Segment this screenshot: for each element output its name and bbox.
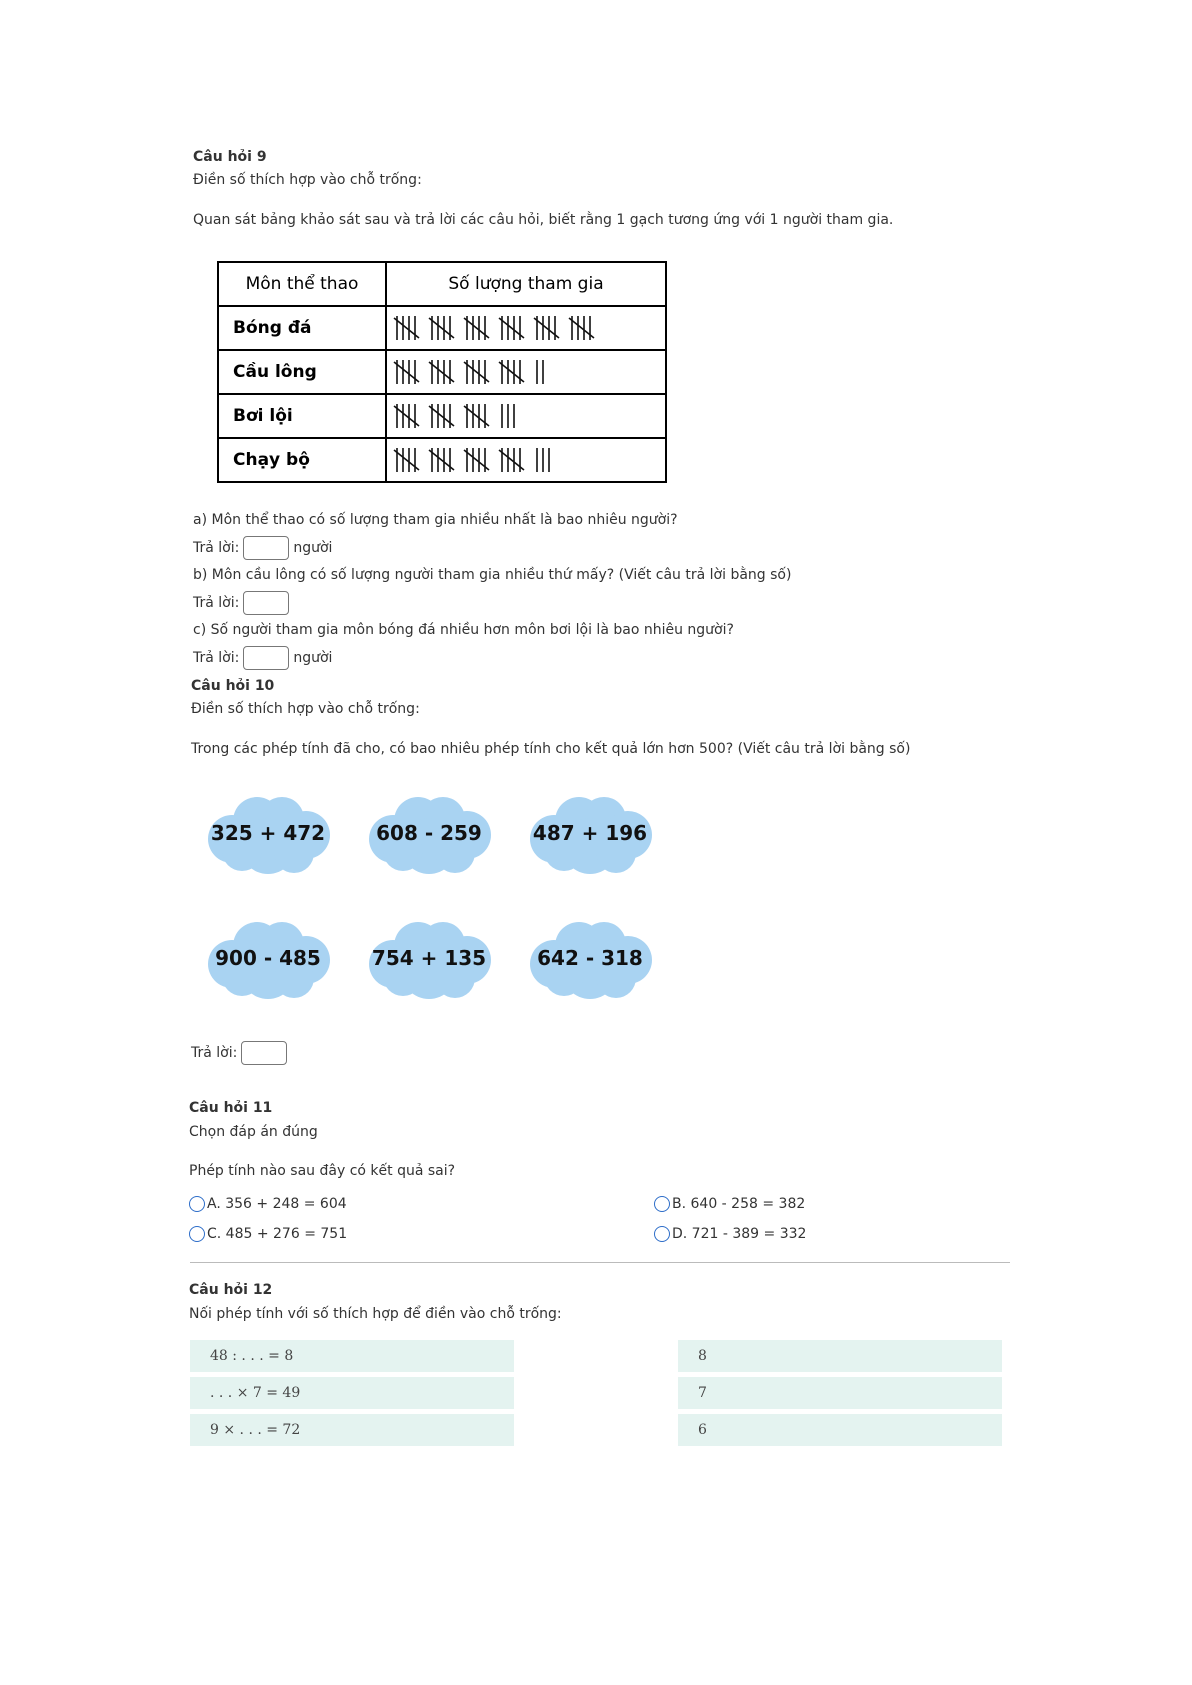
q10-title: Câu hỏi 10: [191, 678, 275, 694]
q10-answer-row: [191, 1041, 291, 1065]
row-sport: Chạy bộ: [218, 438, 386, 482]
tally-cell: [386, 394, 666, 438]
q9-question-b: b) Môn cầu lông có số lượng người tham gia nhiều thứ mấy? (Viết câu trả lời bằng số): [193, 567, 792, 583]
option-d[interactable]: [654, 1226, 806, 1242]
cloud-text: 487 + 196: [532, 821, 648, 845]
q9-question-a: a) Môn thể thao có số lượng tham gia nhiều nhất là bao nhiêu người?: [193, 512, 678, 528]
answer-label: Trả lời:: [193, 650, 240, 666]
cloud-text: 642 - 318: [537, 946, 643, 970]
match-left-item[interactable]: 48 : . . . = 8: [190, 1340, 514, 1372]
cloud-expression: [524, 791, 656, 877]
tally-cell: [386, 350, 666, 394]
q10-answer-input[interactable]: [241, 1041, 287, 1065]
answer-c-input[interactable]: [243, 646, 289, 670]
answer-b-input[interactable]: [243, 591, 289, 615]
cloud-text: 754 + 135: [371, 946, 487, 970]
cloud-expression: [202, 791, 334, 877]
match-right-item[interactable]: 6: [678, 1414, 1002, 1446]
match-right-item[interactable]: 7: [678, 1377, 1002, 1409]
radio-icon[interactable]: [189, 1226, 205, 1242]
radio-icon[interactable]: [654, 1196, 670, 1212]
q9-answer-b-row: [193, 591, 293, 615]
row-sport: Bóng đá: [218, 306, 386, 350]
unit-label: người: [293, 540, 333, 556]
tally-cell: [386, 306, 666, 350]
q9-prompt: Quan sát bảng khảo sát sau và trả lời các câu hỏi, biết rằng 1 gạch tương ứng với 1 người tham gia.: [193, 212, 894, 228]
cloud-text: 900 - 485: [215, 946, 321, 970]
cloud-text: 608 - 259: [376, 821, 482, 845]
answer-label: Trả lời:: [191, 1045, 238, 1061]
tally-marks: [393, 309, 663, 347]
option-label: A. 356 + 248 = 604: [207, 1196, 347, 1212]
q9-answer-a-row: [193, 536, 332, 560]
option-a[interactable]: [189, 1196, 347, 1212]
q9-question-c: c) Số người tham gia môn bóng đá nhiều hơn môn bơi lội là bao nhiêu người?: [193, 622, 734, 638]
header-sport: Môn thể thao: [218, 262, 386, 306]
unit-label: người: [293, 650, 333, 666]
q11-title: Câu hỏi 11: [189, 1100, 273, 1116]
q10-prompt: Trong các phép tính đã cho, có bao nhiêu phép tính cho kết quả lớn hơn 500? (Viết câu trả lời bằng số): [191, 741, 911, 757]
option-label: C. 485 + 276 = 751: [207, 1226, 348, 1242]
q9-title: Câu hỏi 9: [193, 149, 267, 165]
q12-title: Câu hỏi 12: [189, 1282, 273, 1298]
tally-cell: [386, 438, 666, 482]
tally-marks: [393, 397, 663, 435]
match-left-item[interactable]: . . . × 7 = 49: [190, 1377, 514, 1409]
cloud-expression: [363, 916, 495, 1002]
cloud-expression: [363, 791, 495, 877]
row-sport: Bơi lội: [218, 394, 386, 438]
option-label: B. 640 - 258 = 382: [672, 1196, 806, 1212]
tally-marks: [393, 353, 663, 391]
option-c[interactable]: [189, 1226, 347, 1242]
radio-icon[interactable]: [654, 1226, 670, 1242]
header-count: Số lượng tham gia: [386, 262, 666, 306]
q9-instruction: Điền số thích hợp vào chỗ trống:: [193, 172, 422, 188]
q9-answer-c-row: [193, 646, 332, 670]
survey-table: [217, 261, 667, 483]
answer-a-input[interactable]: [243, 536, 289, 560]
q10-instruction: Điền số thích hợp vào chỗ trống:: [191, 701, 420, 717]
option-label: D. 721 - 389 = 332: [672, 1226, 807, 1242]
q11-prompt: Phép tính nào sau đây có kết quả sai?: [189, 1163, 456, 1179]
row-sport: Cầu lông: [218, 350, 386, 394]
tally-marks: [393, 441, 663, 479]
answer-label: Trả lời:: [193, 595, 240, 611]
cloud-expression: [524, 916, 656, 1002]
option-b[interactable]: [654, 1196, 805, 1212]
match-right-item[interactable]: 8: [678, 1340, 1002, 1372]
match-left-item[interactable]: 9 × . . . = 72: [190, 1414, 514, 1446]
divider: [190, 1262, 1010, 1263]
answer-label: Trả lời:: [193, 540, 240, 556]
q12-instruction: Nối phép tính với số thích hợp để điền vào chỗ trống:: [189, 1306, 562, 1322]
cloud-text: 325 + 472: [210, 821, 326, 845]
radio-icon[interactable]: [189, 1196, 205, 1212]
q11-instruction: Chọn đáp án đúng: [189, 1124, 318, 1140]
cloud-expression: [202, 916, 334, 1002]
